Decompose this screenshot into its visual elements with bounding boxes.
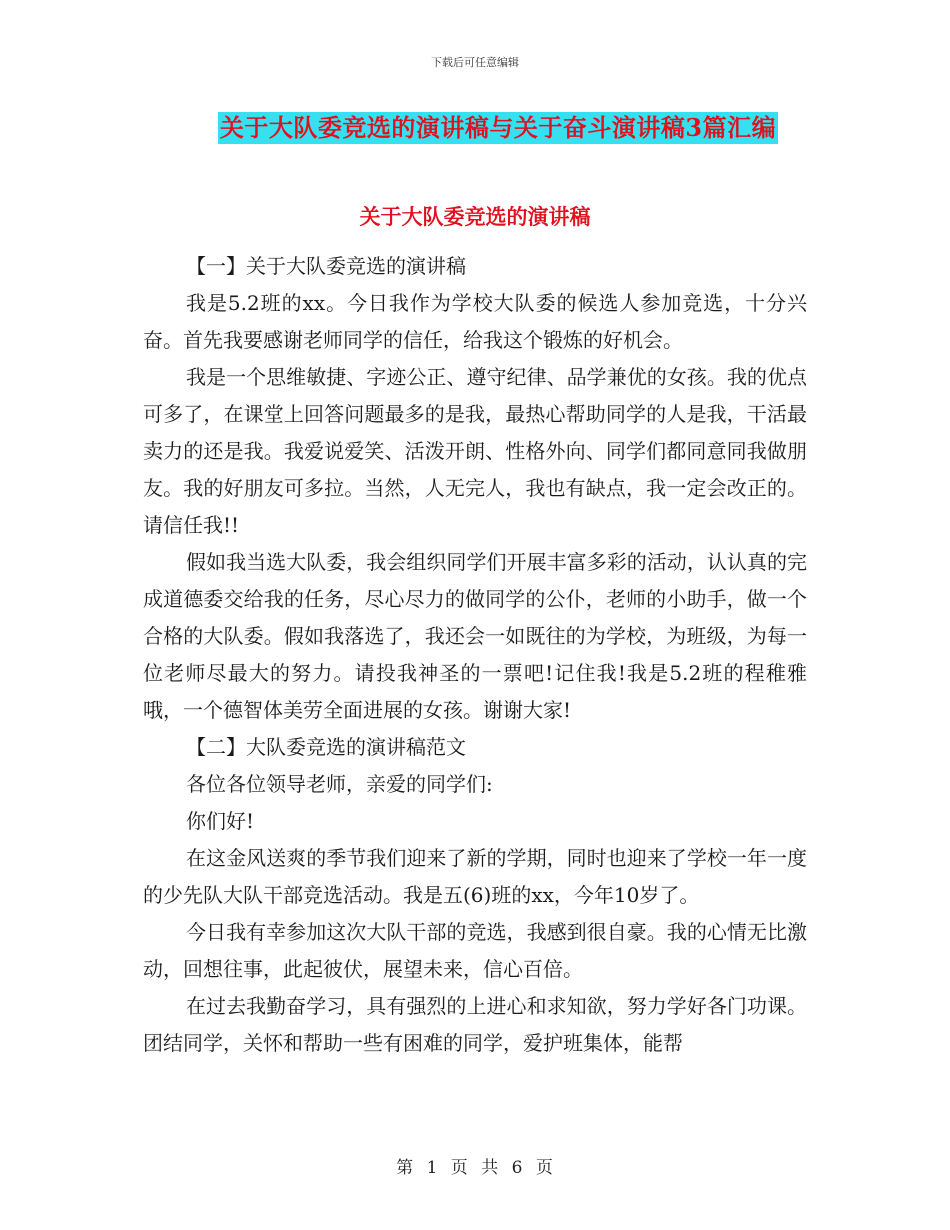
section-title: 关于大队委竞选的演讲稿 — [359, 204, 591, 229]
paragraph: 在这金风送爽的季节我们迎来了新的学期，同时也迎来了学校一年一度的少先队大队干部竞选活动。我是五(6)班的xx，今年10岁了。 — [143, 846, 807, 907]
paragraph: 在过去我勤奋学习，具有强烈的上进心和求知欲，努力学好各门功课。团结同学，关怀和帮助一些有困难的同学，爱护班集体，能帮 — [143, 994, 807, 1055]
page-footer — [0, 1153, 950, 1178]
footer-label-unit-2: 页 — [535, 1158, 554, 1178]
paragraph: 今日我有幸参加这次大队干部的竞选，我感到很自豪。我的心情无比激动，回想往事，此起彼伏，展望未来，信心百倍。 — [143, 920, 807, 981]
paragraph: 各位各位领导老师，亲爱的同学们: — [186, 772, 493, 796]
current-page-number: 1 — [426, 1158, 439, 1178]
document-title: 关于大队委竞选的演讲稿与关于奋斗演讲稿3篇汇编 — [219, 113, 777, 142]
footer-label-total: 共 — [481, 1158, 500, 1178]
paragraph: 假如我当选大队委，我会组织同学们开展丰富多彩的活动，认认真的完成道德委交给我的任务，尽心尽力的做同学的公仆，老师的小助手，做一个合格的大队委。假如我落选了，我还会一如既往的为学校，为班级，为每一位老师尽最大的努力。请投我神圣的一票吧!记住我!我是5.2班的程稚雅哦，一个德智体美劳全面进展的女孩。谢谢大家! — [143, 550, 807, 722]
footer-label-unit: 页 — [450, 1158, 469, 1178]
paragraph: 【二】大队委竞选的演讲稿范文 — [186, 735, 466, 759]
paragraph: 你们好! — [186, 809, 255, 833]
total-pages-number: 6 — [511, 1158, 524, 1178]
paragraph: 我是一个思维敏捷、字迹公正、遵守纪律、品学兼优的女孩。我的优点可多了，在课堂上回答问题最多的是我，最热心帮助同学的人是我，干活最卖力的还是我。我爱说爱笑、活泼开朗、性格外向、同学们都同意同我做朋友。我的好朋友可多拉。当然，人无完人，我也有缺点，我一定会改正的。请信任我!! — [143, 365, 807, 537]
paragraph: 我是5.2班的xx。今日我作为学校大队委的候选人参加竞选，十分兴奋。首先我要感谢老师同学的信任，给我这个锻炼的好机会。 — [143, 291, 807, 352]
paragraph: 【一】关于大队委竞选的演讲稿 — [186, 254, 466, 278]
page-header-note: 下载后可任意编辑 — [431, 56, 519, 69]
document-body — [143, 248, 807, 1062]
footer-label-page: 第 — [396, 1158, 415, 1178]
document-title-container — [0, 112, 950, 144]
